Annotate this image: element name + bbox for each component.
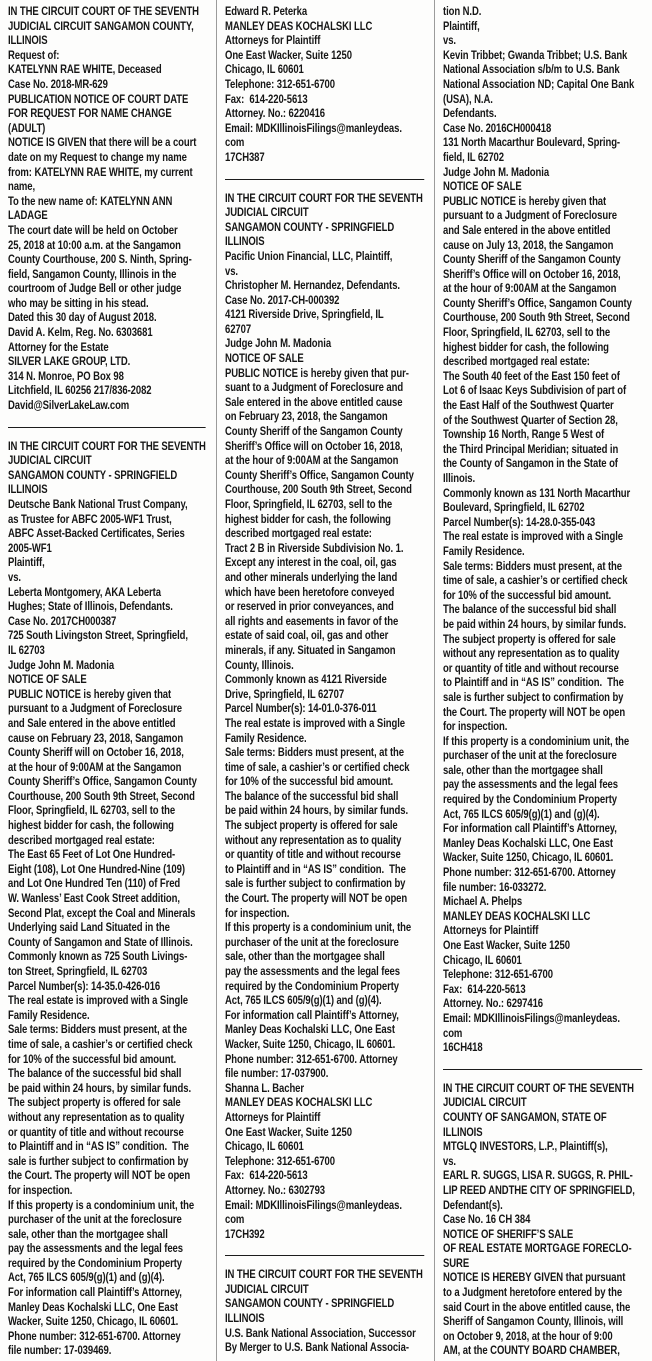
notice-line: Floor, Springfield, IL 62703, sell to the (8, 804, 176, 818)
notice-line: LADAGE (8, 209, 48, 223)
notice-line: NOTICE IS GIVEN that there will be a court (8, 136, 197, 150)
notice-line: file number: 17-037900. (225, 1067, 329, 1081)
notice-line: com (443, 1026, 463, 1040)
notice-line: ILLINOIS (225, 1312, 265, 1326)
notice-line: sale is further subject to confirmation by (8, 1154, 189, 1168)
notice-name-change-2018-mr-629 (8, 5, 214, 414)
notice-line: 16CH418 (443, 1041, 483, 1055)
notice-line: David A. Kelm, Reg. No. 6303681 (8, 326, 153, 340)
notices-column-3 (435, 0, 652, 1361)
notice-line: time of sale, a cashier’s or certified check (225, 760, 410, 774)
notice-line: which have been heretofore conveyed (225, 585, 395, 599)
notice-line: National Association ND; Capital One Bank (443, 77, 635, 91)
notice-line: sale is further subject to confirmation by (443, 690, 624, 704)
notice-line: Plaintiff, (443, 19, 480, 33)
notice-line: SURE (443, 1256, 470, 1270)
notice-line: Family Residence. (225, 731, 307, 745)
notice-line: Floor, Springfield, IL 62703, sell to the (443, 326, 611, 340)
notice-line: 25, 2018 at 10:00 a.m. at the Sangamon (8, 238, 181, 252)
notice-line: date on my Request to change my name (8, 150, 187, 164)
notice-line: IN THE CIRCUIT COURT FOR THE SEVENTH (225, 1268, 423, 1282)
notice-line: If this property is a condominium unit, the (443, 734, 630, 748)
column-3-content (443, 5, 650, 1359)
notice-line: ILLINOIS (8, 483, 48, 497)
notice-line: or quantity of title and without recourse (443, 661, 619, 675)
notice-line: sale is further subject to confirmation by (225, 877, 406, 891)
notice-line: the Court. The property will NOT be open (8, 1169, 191, 1183)
notice-line: Courthouse, 200 South 9th Street, Second (443, 311, 630, 325)
notice-line: Manley Deas Kochalski LLC, One East (443, 836, 613, 850)
notice-line: (ADULT) (8, 121, 46, 135)
notice-line: Christopher M. Hernandez, Defendants. (225, 279, 400, 293)
notice-line: ton Street, Springfield, IL 62703 (8, 965, 148, 978)
notice-line: JUDICIAL CIRCUIT (225, 206, 309, 220)
notice-line: Pacific Union Financial, LLC, Plaintiff, (225, 249, 393, 263)
notice-line: ABFC Asset-Backed Certificates, Series (8, 527, 185, 541)
notice-line: Phone number: 312-651-6700. Attorney (443, 866, 616, 880)
notice-line: be paid within 24 hours, by similar funds. (443, 617, 627, 631)
notice-line: Case No. 2017CH000387 (8, 614, 117, 628)
notice-line: the Court. The property will NOT be open (225, 892, 408, 906)
notice-line: Case No. 2018-MR-629 (8, 77, 108, 91)
notice-line: Phone number: 312-651-6700. Attorney (8, 1329, 181, 1343)
notice-line: Dated this 30 day of August 2018. (8, 311, 157, 325)
notice-line: Parcel Number(s): 14-28.0-355-043 (443, 515, 596, 529)
notice-line: By Merger to U.S. Bank National Associa- (225, 1341, 409, 1355)
notice-line: If this property is a condominium unit, the (8, 1198, 195, 1212)
notice-line: MANLEY DEAS KOCHALSKI LLC (225, 19, 373, 33)
notice-line: The real estate is improved with a Single (443, 530, 623, 544)
notice-line: NOTICE OF SHERIFF’S SALE (443, 1227, 574, 1241)
notice-line: on February 23, 2018, the Sangamon (225, 410, 388, 424)
notice-line: Email: MDKIllinoisFilings@manleydeas. (443, 1011, 620, 1025)
notice-line: file number: 16-033272. (443, 880, 547, 894)
notice-line: highest bidder for cash, the following (443, 340, 609, 354)
notice-line: name, (8, 180, 36, 194)
notice-line: Request of: (8, 48, 60, 62)
notice-line: highest bidder for cash, the following (225, 512, 391, 526)
notice-line: Sale terms: Bidders must present, at the (443, 559, 622, 573)
notice-line: County Sheriff’s Office, Sangamon County (225, 468, 414, 482)
notice-line: be paid within 24 hours, by similar funds. (225, 804, 409, 818)
notice-line: ILLINOIS (225, 235, 265, 249)
notice-line: KATELYNN RAE WHITE, Deceased (8, 63, 162, 77)
notice-line: LIP REED ANDTHE CITY OF SPRINGFIELD, (443, 1183, 635, 1197)
notice-line: or quantity of title and without recourse (8, 1125, 184, 1139)
notice-line: com (225, 1213, 245, 1227)
notice-line: without any representation as to quality (443, 647, 620, 661)
notice-line: IL 62703 (8, 643, 45, 657)
notice-line: 725 South Livingston Street, Springfield, (8, 629, 188, 643)
notice-line: The subject property is offered for sale (8, 1096, 181, 1110)
notice-line: One East Wacker, Suite 1250 (443, 939, 570, 952)
notice-line: OF REAL ESTATE MORTGAGE FORECLO- (443, 1242, 632, 1256)
notice-line: Case No. 16 CH 384 (443, 1213, 531, 1227)
notice-line: The East 65 Feet of Lot One Hundred- (8, 848, 176, 862)
notice-line: vs. (8, 570, 21, 584)
notice-line: Telephone: 312-651-6700 (225, 1154, 335, 1168)
notice-line: AM, at the COUNTY BOARD CHAMBER, (443, 1344, 620, 1358)
notice-line: and Sale entered in the above entitled (443, 223, 611, 237)
notice-line: Fax: 614-220-5613 (225, 92, 308, 106)
notice-line: PUBLIC NOTICE is hereby given that pur- (225, 366, 409, 380)
notice-line: MTGLQ INVESTORS, L.P., Plaintiff(s), (443, 1140, 608, 1154)
notice-line: the Third Principal Meridian; situated in (443, 442, 619, 456)
notice-line: for 10% of the successful bid amount. (443, 588, 612, 602)
notices-column-2 (217, 0, 434, 1361)
notice-line: Deutsche Bank National Trust Company, (8, 498, 188, 511)
notice-line: or quantity of title and without recourse (225, 848, 401, 862)
notice-line: The South 40 feet of the East 150 feet of (443, 369, 620, 383)
notice-line: Defendants. (443, 107, 497, 121)
notice-line: IN THE CIRCUIT COURT OF THE SEVENTH (443, 1081, 634, 1095)
notice-line: Underlying said Land Situated in the (8, 921, 170, 935)
notice-foreclosure-4121-riverside-2017-ch-000392 (225, 192, 432, 1243)
notice-line: Manley Deas Kochalski LLC, One East (8, 1300, 178, 1314)
notice-line: Telephone: 312-651-6700 (443, 968, 553, 982)
notice-line: the East Half of the Southwest Quarter (443, 399, 614, 413)
notice-line: Judge John M. Madonia (8, 658, 115, 672)
notice-line: Kevin Tribbet; Gwanda Tribbet; U.S. Bank (443, 48, 628, 62)
notice-line: Sale terms: Bidders must present, at the (8, 1023, 187, 1037)
notice-line: Township 16 North, Range 5 West of (443, 428, 605, 442)
notice-line: JUDICIAL CIRCUIT (8, 454, 92, 468)
notice-line: For information call Plaintiff’s Attorney, (8, 1286, 182, 1300)
notice-line: IN THE CIRCUIT COURT FOR THE SEVENTH (8, 439, 206, 453)
notice-line: Sheriff’s Office will on October 16, 2018, (443, 267, 621, 281)
notice-line: Sheriff’s Office will on October 16, 2018, (225, 439, 403, 453)
notice-line: Wacker, Suite 1250, Chicago, IL 60601. (443, 851, 614, 865)
notice-line: Second Plat, except the Coal and Minerals (8, 906, 196, 920)
notice-line: MANLEY DEAS KOCHALSKI LLC (225, 1096, 373, 1110)
notice-line: The court date will be held on October (8, 223, 178, 237)
notice-line: suant to a Judgment of Foreclosure and (225, 381, 404, 395)
notice-line: Leberta Montgomery, AKA Leberta (8, 585, 161, 599)
notice-line: The real estate is improved with a Single (8, 994, 188, 1008)
notice-line: purchaser of the unit at the foreclosure (443, 749, 617, 763)
notice-line: Parcel Number(s): 14-01.0-376-011 (225, 702, 377, 716)
notice-line: The balance of the successful bid shall (225, 789, 399, 803)
notice-line: Attorneys for Plaintiff (225, 34, 321, 48)
notice-line: National Association s/b/m to U.S. Bank (443, 63, 620, 77)
notice-line: vs. (443, 34, 456, 48)
notice-line: field, IL 62702 (443, 150, 504, 164)
notice-line: Sale terms: Bidders must present, at the (225, 746, 404, 760)
notice-line: Attorney. No.: 6297416 (443, 997, 544, 1011)
notice-line: Tract 2 B in Riverside Subdivision No. 1. (225, 541, 404, 555)
notice-line: described mortgaged real estate: (8, 833, 155, 847)
notice-line: FOR REQUEST FOR NAME CHANGE (8, 107, 172, 121)
notice-line: One East Wacker, Suite 1250 (225, 48, 352, 62)
notice-line: purchaser of the unit at the foreclosure (225, 935, 399, 949)
notice-line: Wacker, Suite 1250, Chicago, IL 60601. (225, 1037, 396, 1051)
notice-line: NOTICE OF SALE (225, 352, 304, 366)
notice-line: Family Residence. (443, 544, 525, 558)
notice-line: Commonly known as 131 North Macarthur (443, 486, 631, 500)
notice-line: County, Illinois. (225, 658, 294, 672)
notice-line: estate of said coal, oil, gas and other (225, 629, 389, 643)
notice-line: from: KATELYNN RAE WHITE, my current (8, 165, 193, 179)
notice-line: 17CH387 (225, 150, 265, 164)
attorney-contact-17ch387 (225, 5, 432, 166)
notice-line: (USA), N.A. (443, 92, 493, 106)
notice-line: Wacker, Suite 1250, Chicago, IL 60601. (8, 1315, 179, 1329)
notice-line: JUDICIAL CIRCUIT (225, 1282, 309, 1296)
notice-line: said Court in the above entitled cause, the (443, 1300, 631, 1314)
notice-line: PUBLICATION NOTICE OF COURT DATE (8, 92, 189, 106)
notice-line: David@SilverLakeLaw.com (8, 399, 130, 413)
notice-line: without any representation as to quality (225, 833, 402, 847)
notice-line: pay the assessments and the legal fees (443, 778, 618, 792)
notice-line: Edward R. Peterka (225, 5, 308, 18)
notice-line: SANGAMON COUNTY - SPRINGFIELD (225, 1297, 395, 1311)
notice-line: pay the assessments and the legal fees (8, 1242, 183, 1256)
notice-line: com (225, 136, 245, 150)
notice-line: who may be sitting in his stead. (8, 296, 149, 310)
notice-line: time of sale, a cashier’s or certified check (8, 1037, 193, 1051)
notice-line: JUDICIAL CIRCUIT SANGAMON COUNTY, (8, 19, 194, 33)
notice-line: Sheriff of Sangamon County, Illinois, will (443, 1315, 624, 1329)
notice-line: PUBLIC NOTICE is hereby given that (8, 687, 172, 701)
notice-line: Manley Deas Kochalski LLC, One East (225, 1023, 395, 1037)
notice-line: pursuant to a Judgment of Foreclosure (443, 209, 617, 223)
notice-line: Parcel Number(s): 14-35.0-426-016 (8, 979, 161, 993)
notice-line: to a Judgment heretofore entered by the (443, 1286, 623, 1300)
notice-line: COUNTY OF SANGAMON, STATE OF (443, 1110, 607, 1124)
notice-line: Courthouse, 200 South 9th Street, Second (225, 483, 412, 497)
notice-line: for inspection. (225, 906, 290, 920)
notice-line: NOTICE OF SALE (8, 673, 87, 687)
notice-line: Act, 765 ILCS 605/9(g)(1) and (g)(4). (8, 1271, 165, 1285)
notice-line: County Sheriff of the Sangamon County (225, 425, 403, 439)
notice-line: MANLEY DEAS KOCHALSKI LLC (443, 909, 591, 923)
notice-line: U.S. Bank National Association, Successor (225, 1326, 416, 1340)
notice-line: For information call Plaintiff’s Attorney, (225, 1008, 399, 1022)
notices-column-1 (0, 0, 216, 1361)
notice-line: Phone number: 312-651-6700. Attorney (225, 1052, 398, 1066)
notice-line: Eight (108), Lot One Hundred-Nine (109) (8, 862, 185, 876)
notice-line: required by the Condominium Property (443, 793, 618, 807)
notice-line: The balance of the successful bid shall (443, 603, 617, 617)
notice-line: If this property is a condominium unit, the (225, 921, 412, 935)
notice-line: at the hour of 9:00AM at the Sangamon (8, 760, 182, 774)
notice-line: Email: MDKIllinoisFilings@manleydeas. (225, 1198, 402, 1212)
notice-line: JUDICIAL CIRCUIT (443, 1096, 527, 1110)
notice-line: EARL R. SUGGS, LISA R. SUGGS, R. PHIL- (443, 1169, 633, 1183)
notice-line: and Sale entered in the above entitled (8, 716, 176, 730)
notice-line: required by the Condominium Property (225, 979, 400, 993)
notice-line: Michael A. Phelps (443, 895, 523, 909)
notice-line: Commonly known as 725 South Livings- (8, 950, 188, 964)
notice-separator (225, 179, 424, 180)
notice-line: and other minerals underlying the land (225, 570, 398, 584)
notice-line: 2005-WF1 (8, 541, 52, 555)
notice-line: to Plaintiff and in “AS IS” condition. The (225, 862, 406, 876)
notice-separator (8, 427, 206, 428)
notice-line: all rights and easements in favor of the (225, 614, 399, 628)
notice-separator (225, 1255, 424, 1256)
notice-line: described mortgaged real estate: (443, 355, 590, 369)
notice-line: as Trustee for ABFC 2005-WF1 Trust, (8, 512, 172, 526)
notice-line: sale, other than the mortgagee shall (225, 950, 385, 964)
notice-line: For information call Plaintiff’s Attorney, (443, 822, 617, 836)
notice-line: required by the Condominium Property (8, 1256, 183, 1270)
notice-line: Illinois. (443, 472, 476, 485)
notice-line: 62707 (225, 322, 252, 336)
notice-line: file number: 17-039469. (8, 1344, 112, 1358)
notice-line: Act, 765 ILCS 605/9(g)(1) and (g)(4). (225, 994, 382, 1008)
notice-line: field, Sangamon County, Illinois in the (8, 267, 177, 281)
notice-separator (443, 1069, 642, 1070)
notice-line: One East Wacker, Suite 1250 (225, 1125, 352, 1139)
notice-line: Defendant(s). (443, 1198, 503, 1212)
column-1-content (8, 5, 214, 1359)
notice-line: Litchfield, IL 60256 217/836-2082 (8, 384, 152, 398)
notice-line: Chicago, IL 60601 (225, 63, 304, 77)
notice-sheriffs-sale-16-ch-384 (443, 1082, 650, 1359)
notice-line: Plaintiff, (8, 556, 45, 570)
notice-line: for inspection. (8, 1183, 73, 1197)
notice-line: Commonly known as 4121 Riverside (225, 673, 387, 687)
notice-line: ILLINOIS (443, 1125, 483, 1139)
notice-line: for 10% of the successful bid amount. (225, 775, 394, 789)
notice-foreclosure-131-north-macarthur-2016ch000418 (443, 5, 650, 1056)
notice-line: Except any interest in the coal, oil, gas (225, 556, 397, 570)
notice-line: NOTICE IS HEREBY GIVEN that pursuant (443, 1271, 626, 1285)
notice-line: Judge John M. Madonia (443, 165, 550, 179)
notice-line: cause on February 23, 2018, Sangamon (8, 731, 184, 745)
notice-line: County Courthouse, 200 S. Ninth, Spring- (8, 253, 192, 267)
notice-line: pursuant to a Judgment of Foreclosure (8, 702, 182, 716)
notice-line: for inspection. (443, 720, 508, 734)
notice-line: 4121 Riverside Drive, Springfield, IL (225, 308, 384, 322)
notice-line: Attorney. No.: 6220416 (225, 107, 326, 121)
notice-line: sale, other than the mortgagee shall (443, 763, 603, 777)
notice-line: The real estate is improved with a Single (225, 716, 405, 730)
notice-line: SANGAMON COUNTY - SPRINGFIELD (225, 220, 395, 234)
notice-line: Fax: 614-220-5613 (225, 1169, 308, 1183)
notice-line: Case No. 2017-CH-000392 (225, 293, 340, 307)
notice-line: and Lot One Hundred Ten (110) of Fred (8, 877, 181, 891)
notice-line: To the new name of: KATELYNN ANN (8, 194, 173, 208)
notice-line: minerals, if any. Situated in Sangamon (225, 643, 396, 657)
notice-line: at the hour of 9:00AM at the Sangamon (225, 454, 399, 468)
notice-line: to Plaintiff and in “AS IS” condition. The (443, 676, 624, 690)
notice-line: Attorney for the Estate (8, 340, 109, 354)
notice-line: Chicago, IL 60601 (225, 1140, 304, 1154)
notice-line: on October 9, 2018, at the hour of 9:00 (443, 1329, 613, 1343)
notice-line: IN THE CIRCUIT COURT FOR THE SEVENTH (225, 191, 423, 205)
notice-line: to Plaintiff and in “AS IS” condition. The (8, 1140, 189, 1154)
notice-line: ILLINOIS (8, 34, 48, 48)
notice-line: tion N.D. (443, 5, 482, 18)
notice-line: IN THE CIRCUIT COURT OF THE SEVENTH (8, 5, 199, 18)
notice-line: Shanna L. Bacher (225, 1081, 305, 1095)
notice-line: the Court. The property will NOT be open (443, 705, 626, 719)
notice-line: cause on July 13, 2018, the Sangamon (443, 238, 614, 252)
notice-line: W. Wanless’ East Cook Street addition, (8, 892, 180, 906)
notice-line: 17CH392 (225, 1227, 265, 1241)
notice-line: 131 North Macarthur Boulevard, Spring- (443, 136, 621, 150)
notice-line: 314 N. Monroe, PO Box 98 (8, 369, 124, 383)
notice-line: vs. (225, 264, 238, 278)
notice-line: PUBLIC NOTICE is hereby given that (443, 194, 607, 208)
notice-line: Hughes; State of Illinois, Defendants. (8, 600, 173, 614)
notice-line: at the hour of 9:00AM at the Sangamon (443, 282, 617, 296)
notice-line: Attorney. No.: 6302793 (225, 1183, 326, 1197)
notice-line: Telephone: 312-651-6700 (225, 77, 335, 91)
notice-line: sale, other than the mortgagee shall (8, 1227, 168, 1241)
column-2-content (225, 5, 432, 1356)
notice-line: Drive, Springfield, IL 62707 (225, 687, 345, 701)
notice-line: vs. (443, 1154, 456, 1168)
notice-line: SILVER LAKE GROUP, LTD. (8, 355, 131, 369)
notice-line: for 10% of the successful bid amount. (8, 1052, 177, 1066)
notice-line: Act, 765 ILCS 605/9(g)(1) and (g)(4). (443, 807, 600, 821)
notice-line: Case No. 2016CH000418 (443, 121, 552, 135)
notice-line: NOTICE OF SALE (443, 180, 522, 194)
notice-line: The balance of the successful bid shall (8, 1067, 182, 1081)
notice-line: Judge John M. Madonia (225, 337, 332, 351)
notice-line: or reserved in prior conveyances, and (225, 600, 394, 614)
notice-line: Attorneys for Plaintiff (443, 924, 539, 938)
notice-line: time of sale, a cashier’s or certified check (443, 574, 628, 588)
notice-line: of the Southwest Quarter of Section 28, (443, 413, 618, 427)
notice-line: The subject property is offered for sale (225, 819, 398, 833)
notice-line: SANGAMON COUNTY - SPRINGFIELD (8, 468, 178, 482)
notice-line: highest bidder for cash, the following (8, 819, 174, 833)
notice-us-bank-continued-header (225, 1268, 432, 1356)
notice-line: Email: MDKIllinoisFilings@manleydeas. (225, 121, 402, 135)
notice-line: courtroom of Judge Bell or other judge (8, 282, 182, 296)
notice-line: Boulevard, Springfield, IL 62702 (443, 501, 585, 515)
notice-line: Family Residence. (8, 1008, 90, 1022)
notice-line: The subject property is offered for sale (443, 632, 616, 646)
notice-line: be paid within 24 hours, by similar funds. (8, 1081, 192, 1095)
notice-line: Lot 6 of Isaac Keys Subdivision of part of (443, 384, 627, 398)
notice-line: described mortgaged real estate: (225, 527, 372, 541)
notice-line: County Sheriff’s Office, Sangamon County (443, 296, 632, 310)
notice-line: County Sheriff of the Sangamon County (443, 253, 621, 267)
notice-line: County Sheriff’s Office, Sangamon County (8, 775, 197, 789)
notice-line: Fax: 614-220-5613 (443, 982, 526, 996)
notice-line: County of Sangamon and State of Illinois. (8, 935, 193, 949)
notice-line: Sale entered in the above entitled cause (225, 395, 403, 409)
notice-foreclosure-725-south-livingston-2017ch000387 (8, 440, 214, 1359)
notice-line: pay the assessments and the legal fees (225, 965, 400, 978)
notice-line: without any representation as to quality (8, 1110, 185, 1124)
notice-line: Floor, Springfield, IL 62703, sell to the (225, 498, 393, 511)
notice-line: Attorneys for Plaintiff (225, 1110, 321, 1124)
notice-line: purchaser of the unit at the foreclosure (8, 1213, 182, 1227)
notice-line: Chicago, IL 60601 (443, 953, 522, 967)
notice-line: the County of Sangamon in the State of (443, 457, 618, 471)
notice-line: County Sheriff will on October 16, 2018, (8, 746, 184, 760)
notice-line: Courthouse, 200 South 9th Street, Second (8, 789, 195, 803)
